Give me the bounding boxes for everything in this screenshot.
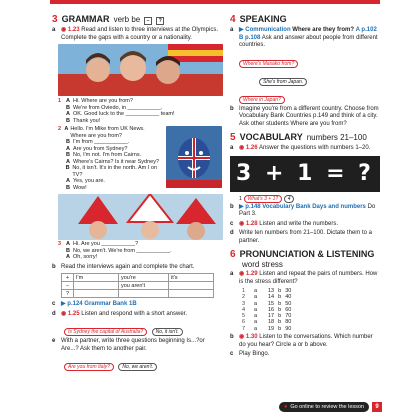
task-text — [61, 27, 222, 42]
dialogue-line: Hi. Are you ___________? — [73, 241, 139, 247]
right-column — [230, 14, 380, 361]
section-title: VOCABULARY — [239, 132, 303, 142]
link-text: p.124 Grammar Bank 1B — [67, 301, 137, 307]
chart-cell[interactable]: I'm — [74, 274, 119, 282]
page-reference[interactable]: A p.102 B p.108 — [239, 27, 377, 41]
dialogue-2 — [58, 126, 162, 191]
pair-number: 5 — [242, 313, 246, 320]
number-pair: 6 a 18 b 80 — [242, 319, 292, 326]
speech-bubble: She's from Japan. — [259, 78, 307, 86]
be-chart — [61, 273, 214, 298]
audio-track[interactable]: 1.28 — [245, 220, 258, 227]
task-instruction: Ask and answer about people from different countries. — [239, 34, 378, 48]
vocabulary-task-a — [230, 145, 380, 153]
pair-number: 3 — [242, 300, 246, 307]
dialogue-line: We're from Oviedo, in ___________. — [73, 104, 163, 111]
example-number: 1 — [239, 195, 243, 202]
dialogue-line: No, it isn't. It's in the north. Am I on TV? — [72, 165, 157, 178]
task-letter: c — [230, 220, 234, 227]
question-sign-box: ? — [156, 17, 164, 25]
speaker: B — [66, 117, 70, 124]
section-title: GRAMMAR — [61, 14, 110, 24]
task-letter: a — [52, 27, 56, 33]
speaker: A — [66, 241, 70, 247]
pair-b[interactable]: 90 — [285, 325, 292, 332]
speech-bubble: Where in Japan? — [239, 96, 285, 104]
chart-sign: ? — [62, 290, 74, 298]
example-question-bubble: Are you from Italy? — [64, 363, 114, 371]
chart-cell[interactable] — [169, 290, 214, 298]
dialogue-line: Wow! — [73, 184, 87, 191]
dialogue-line: Hi. Where are you from? — [73, 98, 133, 104]
task-letter: b — [52, 263, 56, 270]
pair-a[interactable]: 17 — [268, 313, 275, 320]
dialogue-number: 3 — [58, 241, 62, 247]
pair-number: 7 — [242, 325, 246, 332]
task-letter: d — [230, 230, 234, 236]
section-number: 5 — [230, 132, 236, 143]
speaker: A — [66, 178, 70, 184]
task-letter: b — [230, 105, 234, 112]
dialogue-1 — [58, 98, 222, 124]
task-letter: a — [230, 145, 234, 151]
task-letter: b — [230, 334, 234, 341]
dialogue-line: OK. Good luck to the ___________ team! — [73, 111, 175, 117]
pronunciation-heading — [230, 249, 380, 260]
photo-painted-face — [166, 126, 222, 188]
pair-b[interactable]: 40 — [285, 294, 292, 301]
dialogue-line: Thank you! — [73, 117, 101, 124]
example-question-bubble: What's 3 + 1? — [244, 195, 283, 203]
task-letter: a — [230, 271, 234, 277]
speaking-bubbles — [239, 52, 380, 106]
pair-number: 4 — [242, 306, 246, 313]
chart-cell[interactable] — [169, 282, 214, 290]
grammar-heading — [52, 14, 222, 25]
example-question-bubble: Is Sydney the capital of Australia? — [64, 328, 147, 336]
number-pair: 5 a 17 b 70 — [242, 313, 292, 320]
link-subtitle[interactable]: Days and numbers — [312, 203, 366, 210]
speaker: A — [66, 145, 70, 152]
chart-cell[interactable] — [74, 282, 119, 290]
speaking-heading — [230, 14, 380, 25]
audio-track[interactable]: 1.30 — [245, 334, 258, 341]
dialogue-number: 2 — [58, 126, 62, 132]
example-answer-bubble: No, we aren't. — [118, 363, 157, 371]
audio-track[interactable]: 1.23 — [67, 27, 80, 33]
pair-b[interactable]: 60 — [285, 306, 292, 313]
task-letter: e — [52, 338, 56, 344]
negative-sign-box: − — [144, 17, 152, 25]
audio-icon[interactable]: ◉ — [61, 310, 67, 317]
grammar-task-b — [52, 264, 222, 272]
dialogue-3 — [58, 241, 222, 261]
task-instruction: Listen to the conversations. Which number do you hear? Circle a or b above. — [239, 334, 373, 348]
go-online-label: Go online to review the lesson — [290, 404, 364, 410]
task-instruction: Listen and write the numbers. — [259, 220, 338, 227]
dialogue-line: No, I'm not. I'm from Cairns. — [73, 152, 142, 158]
page-number: 9 — [372, 402, 382, 412]
dialogue-line: I'm from ___________. — [73, 139, 130, 145]
pair-a[interactable]: 19 — [268, 325, 275, 332]
pair-a[interactable]: 13 — [268, 288, 275, 294]
number-pair: 4 a 16 b 60 — [242, 306, 292, 313]
communication-link[interactable] — [239, 27, 291, 33]
grammar-task-e — [52, 338, 222, 353]
chart-sign: + — [62, 274, 74, 282]
audio-track[interactable]: 1.26 — [245, 145, 258, 151]
speech-bubble: Where's Masako from? — [239, 60, 298, 68]
task-e-example — [64, 355, 222, 373]
speaker: A — [66, 158, 70, 165]
task-instruction: Write ten numbers from 21–100. Dictate them to a partner. — [239, 230, 372, 244]
book-icon: ▶ — [239, 203, 246, 210]
task-instruction: Imagine you're from a different country. Choose from Vocabulary Bank Countries p.149 and think of a city. Ask other students Where are you from? — [239, 105, 379, 127]
pair-a[interactable]: 15 — [268, 300, 275, 307]
book-icon: ▶ — [61, 301, 68, 307]
task-instruction: Listen and respond with a short answer. — [81, 310, 188, 317]
audio-icon[interactable]: ◉ — [239, 334, 245, 341]
section-subtitle: verb be — [113, 15, 141, 24]
chart-cell[interactable]: it's — [169, 274, 214, 282]
task-instruction: Read and listen to three interviews at the Olympics. Complete the gaps with a country or a nationality. — [61, 27, 219, 41]
pronunciation-task-c — [230, 351, 380, 359]
pair-number: 6 — [242, 319, 246, 326]
speaker: A — [66, 98, 70, 104]
pair-number: 2 — [242, 294, 246, 301]
number-pair: 3 a 15 b 50 — [242, 300, 292, 307]
dialogue-line: Oh, sorry! — [73, 254, 98, 260]
pair-a[interactable]: 14 — [268, 294, 275, 301]
dialogue-line: Yes, you are. — [73, 178, 105, 184]
chart-sign: − — [62, 282, 74, 290]
example-answer-bubble: 4 — [284, 195, 295, 203]
globe-icon: ● — [283, 404, 288, 410]
speaker: A — [66, 254, 70, 260]
speaking-task-a — [230, 27, 380, 50]
audio-icon[interactable]: ◉ — [239, 271, 245, 277]
audio-icon[interactable]: ◉ — [239, 145, 245, 151]
section-number: 3 — [52, 14, 58, 25]
number-pairs — [242, 288, 380, 332]
speaker: B — [66, 139, 70, 145]
task-instruction: Read the interviews again and complete the chart. — [61, 263, 195, 270]
chart-cell[interactable]: you aren't — [119, 282, 169, 290]
pair-b[interactable]: 80 — [285, 319, 292, 326]
link-text: p.148 Vocabulary Bank — [245, 203, 311, 210]
speaker: B — [66, 152, 70, 158]
speaking-task-b — [230, 106, 380, 129]
vocabulary-task-b — [230, 204, 380, 219]
left-column — [52, 14, 222, 373]
task-d-example — [64, 320, 222, 338]
chart-row — [62, 282, 214, 290]
chart-row — [62, 290, 214, 298]
book-icon: ▶ — [239, 27, 246, 33]
dialogue-line: Hello. I'm Mike from UK News. Where are you from? — [70, 126, 145, 139]
chart-cell[interactable] — [119, 290, 169, 298]
chart-row — [62, 274, 214, 282]
pair-number: 1 — [242, 288, 246, 294]
grammar-task-c — [52, 301, 222, 309]
number-pair: 2 a 14 b 40 — [242, 294, 292, 301]
speaker: A — [66, 111, 70, 117]
photo-fans-hats — [58, 194, 223, 240]
vocabulary-bank-link[interactable] — [239, 204, 311, 210]
audio-icon[interactable]: ◉ — [61, 27, 67, 33]
task-instruction: With a partner, write three questions beginning Is...?or Are...? Ask them to another pair. — [61, 338, 205, 352]
photo-spanish-fans — [58, 44, 223, 96]
go-online-button[interactable] — [279, 402, 369, 412]
speaker: B — [66, 247, 70, 254]
section-title: PRONUNCIATION & LISTENING — [239, 249, 375, 259]
task-letter: c — [52, 301, 56, 307]
link-text: Communication — [245, 27, 291, 33]
vocabulary-task-d — [230, 230, 380, 245]
audio-icon[interactable]: ◉ — [239, 220, 245, 227]
vocabulary-heading — [230, 132, 380, 143]
pair-b[interactable]: 70 — [285, 313, 292, 320]
audio-track[interactable]: 1.29 — [245, 271, 258, 277]
page-footer — [279, 402, 382, 412]
chart-cell[interactable] — [74, 290, 119, 298]
pair-b[interactable]: 30 — [285, 288, 292, 294]
task-instruction: Answer the questions with numbers 1–20. — [258, 145, 371, 151]
blackboard-image: 3 + 1 = ? — [230, 156, 380, 192]
task-letter: c — [230, 351, 234, 358]
dialogue-line: Are you from Sydney? — [73, 145, 128, 152]
section-subtitle: word stress — [242, 260, 283, 269]
task-instruction: Listen and repeat the pairs of numbers. How is the stress different? — [239, 271, 378, 285]
grammar-task-d — [52, 311, 222, 319]
vocabulary-task-c — [230, 221, 380, 229]
top-accent-bar — [50, 0, 380, 4]
pair-a[interactable]: 18 — [268, 319, 275, 326]
vocabulary-example — [239, 194, 380, 204]
pronunciation-task-b — [230, 334, 380, 349]
speaker: B — [65, 165, 70, 171]
example-answer-bubble: No, it isn't. — [152, 328, 183, 336]
dialogue-number: 1 — [58, 98, 62, 104]
pair-b[interactable]: 50 — [285, 300, 292, 307]
speaker: B — [66, 104, 70, 111]
number-pair: 1 a 13 b 30 — [242, 288, 292, 294]
section-subtitle: numbers 21–100 — [306, 133, 367, 142]
section-title: SPEAKING — [239, 14, 287, 24]
dialogue-line: No, we aren't. We're from ___________. — [73, 247, 172, 254]
number-pair: 7 a 19 b 90 — [242, 325, 292, 332]
audio-track[interactable]: 1.25 — [67, 310, 80, 317]
task-letter: a — [230, 27, 234, 33]
pronunciation-task-a — [230, 271, 380, 286]
task-letter: d — [52, 310, 56, 317]
dialogue-2-block — [58, 126, 222, 191]
speaker: B — [66, 184, 70, 191]
speaker: A — [64, 126, 69, 132]
section-number: 6 — [230, 249, 236, 260]
pair-a[interactable]: 16 — [268, 306, 275, 313]
task-letter: b — [230, 203, 234, 210]
grammar-bank-link[interactable] — [61, 301, 222, 309]
task-instruction: Play Bingo. — [239, 351, 270, 358]
section-number: 4 — [230, 14, 236, 25]
dialogue-line: Where's Cairns? Is it near Sydney? — [73, 158, 160, 165]
link-subtitle: Where are they from? — [292, 27, 354, 33]
chart-cell[interactable]: you're — [119, 274, 169, 282]
task-instruction: Do Part 3. — [239, 203, 376, 217]
grammar-task-a — [52, 27, 222, 42]
